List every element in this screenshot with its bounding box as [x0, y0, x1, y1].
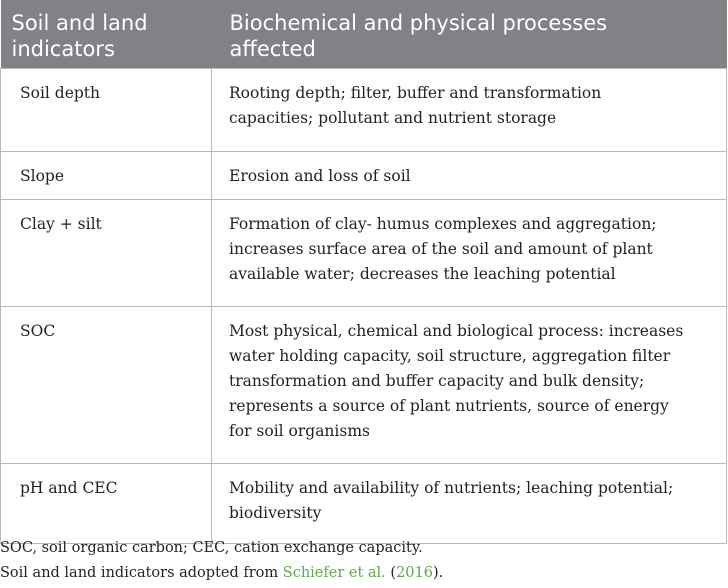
footnote-year-open: ( [385, 565, 397, 581]
processes-cell: Rooting depth; filter, buffer and transformation capacities; pollutant and nutrient storage [212, 69, 727, 152]
processes-cell: Most physical, chemical and biological process: increases water holding capacity, soil structure, aggregation filter transformation and buffer capacity and bulk density; represents a source of plant nutrients, source of energy for soil organisms [212, 307, 727, 464]
header-indicators [1, 0, 212, 69]
processes-cell: Mobility and availability of nutrients; leaching potential; biodiversity [212, 464, 727, 544]
indicator-cell: Soil depth [1, 69, 212, 152]
citation-author-link[interactable]: Schiefer et al. [282, 565, 386, 581]
footnote-year-close: ). [432, 565, 444, 581]
header-processes-text: Biochemical and physical processes affected [229, 11, 608, 61]
indicator-cell: Clay + silt [1, 200, 212, 307]
indicator-cell: pH and CEC [1, 464, 212, 544]
indicator-cell: SOC [1, 307, 212, 464]
table-row [1, 152, 727, 200]
footnote-abbreviations: SOC, soil organic carbon; CEC, cation exchange capacity. [0, 540, 423, 556]
table-row [1, 307, 727, 464]
indicator-cell: Slope [1, 152, 212, 200]
processes-cell: Erosion and loss of soil [212, 152, 727, 200]
header-indicators-text: Soil and land indicators [11, 11, 148, 61]
header-processes [212, 0, 727, 69]
table-header-row [1, 0, 727, 69]
footnote-source [0, 563, 443, 583]
footnote-source-prefix: Soil and land indicators adopted from [0, 565, 283, 581]
table-row [1, 464, 727, 544]
citation-year-link[interactable]: 2016 [396, 565, 433, 581]
table-row [1, 69, 727, 152]
processes-cell: Formation of clay- humus complexes and aggregation; increases surface area of the soil and amount of plant available water; decreases the leaching potential [212, 200, 727, 307]
table-row [1, 200, 727, 307]
